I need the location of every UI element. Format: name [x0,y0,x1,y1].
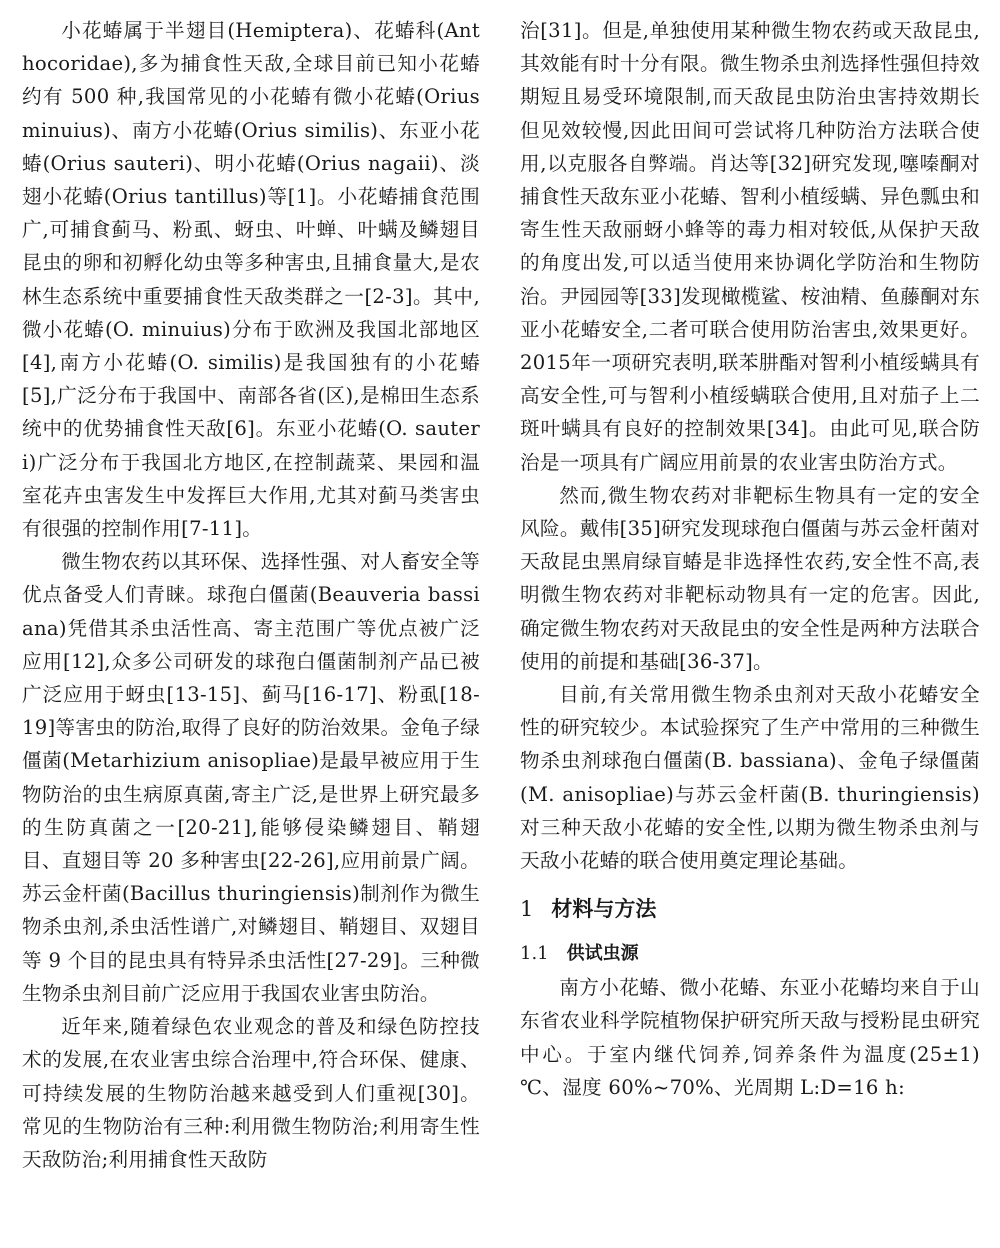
paragraph-orius-intro: 小花蝽属于半翅目(Hemiptera)、花蝽科(Anthocoridae),多为捕食性天敌,全球目前已知小花蝽约有 500 种,我国常见的小花蝽有微小花蝽(Orius minuius)、南方小花蝽(Orius similis)、东亚小花蝽(Orius sauteri)、明小花蝽(Orius nagaii)、淡翅小花蝽(Orius tantillus)等[1]。小花蝽捕食范围广,可捕食蓟马、粉虱、蚜虫、叶蝉、叶螨及鳞翅目昆虫的卵和初孵化幼虫等多种害虫,且捕食量大,是农林生态系统中重要捕食性天敌类群之一[2-3]。其中,微小花蝽(O. minuius)分布于欧洲及我国北部地区[4],南方小花蝽(O. similis)是我国独有的小花蝽[5],广泛分布于我国中、南部各省(区),是棉田生态系统中的优势捕食性天敌[6]。东亚小花蝽(O. sauteri)广泛分布于我国北方地区,在控制蔬菜、果园和温室花卉虫害发生中发挥巨大作用,尤其对蓟马类害虫有很强的控制作用[7-11]。 [22,19,480,541]
paragraph-insect-source: 南方小花蝽、微小花蝽、东亚小花蝽均来自于山东省农业科学院植物保护研究所天敌与授粉昆虫研究中心。于室内继代饲养,饲养条件为温度(25±1) ℃、湿度 60%~70%、光周期 L:D=16 h: [520,976,980,1099]
section-heading [520,891,980,927]
left-column [22,14,480,1176]
paragraph-combined-control: 治[31]。但是,单独使用某种微生物农药或天敌昆虫,其效能有时十分有限。微生物杀虫剂选择性强但持效期短且易受环境限制,而天敌昆虫防治虫害持效期长但见效较慢,因此田间可尝试将几种防治方法联合使用,以克服各自弊端。肖达等[32]研究发现,噻嗪酮对捕食性天敌东亚小花蝽、智利小植绥螨、异色瓢虫和寄生性天敌丽蚜小蜂等的毒力相对较低,从保护天敌的角度出发,可以适当使用来协调化学防治和生物防治。尹园园等[33]发现橄榄鲨、桉油精、鱼藤酮对东亚小花蝽安全,二者可联合使用防治害虫,效果更好。2015年一项研究表明,联苯肼酯对智利小植绥螨具有高安全性,可与智利小植绥螨联合使用,且对茄子上二斑叶螨具有良好的控制效果[34]。由此可见,联合防治是一项具有广阔应用前景的农业害虫防治方式。 [520,19,980,474]
subsection-number: 1.1 [520,943,549,965]
subsection-heading [520,937,980,971]
paragraph-safety-risk: 然而,微生物农药对非靶标生物具有一定的安全风险。戴伟[35]研究发现球孢白僵菌与苏云金杆菌对天敌昆虫黑肩绿盲蝽是非选择性农药,安全性不高,表明微生物农药对非靶标动物具有一定的危害。因此,确定微生物农药对天敌昆虫的安全性是两种方法联合使用的前提和基础[36-37]。 [520,483,980,673]
section-number: 1 [520,897,534,922]
section-title: 材料与方法 [551,897,657,922]
subsection-title: 供试虫源 [566,943,639,965]
right-column [520,14,980,1104]
paragraph-biological-control: 近年来,随着绿色农业观念的普及和绿色防控技术的发展,在农业害虫综合治理中,符合环保、健康、可持续发展的生物防治越来越受到人们重视[30]。常见的生物防治有三种:利用微生物防治;利用寄生性天敌防治;利用捕食性天敌防 [22,1015,480,1171]
paragraph-study-aim: 目前,有关常用微生物杀虫剂对天敌小花蝽安全性的研究较少。本试验探究了生产中常用的三种微生物杀虫剂球孢白僵菌(B. bassiana)、金龟子绿僵菌(M. anisopliae)与苏云金杆菌(B. thuringiensis)对三种天敌小花蝽的安全性,以期为微生物杀虫剂与天敌小花蝽的联合使用奠定理论基础。 [520,683,980,873]
paragraph-microbial-pesticides: 微生物农药以其环保、选择性强、对人畜安全等优点备受人们青睐。球孢白僵菌(Beauveria bassiana)凭借其杀虫活性高、寄主范围广等优点被广泛应用[12],众多公司研发的球孢白僵菌制剂产品已被广泛应用于蚜虫[13-15]、蓟马[16-17]、粉虱[18-19]等害虫的防治,取得了良好的防治效果。金龟子绿僵菌(Metarhizium anisopliae)是最早被应用于生物防治的虫生病原真菌,寄主广泛,是世界上研究最多的生防真菌之一[20-21],能够侵染鳞翅目、鞘翅目、直翅目等 20 多种害虫[22-26],应用前景广阔。苏云金杆菌(Bacillus thuringiensis)制剂作为微生物杀虫剂,杀虫活性谱广,对鳞翅目、鞘翅目、双翅目等 9 个目的昆虫具有特异杀虫活性[27-29]。三种微生物杀虫剂目前广泛应用于我国农业害虫防治。 [22,550,480,1005]
